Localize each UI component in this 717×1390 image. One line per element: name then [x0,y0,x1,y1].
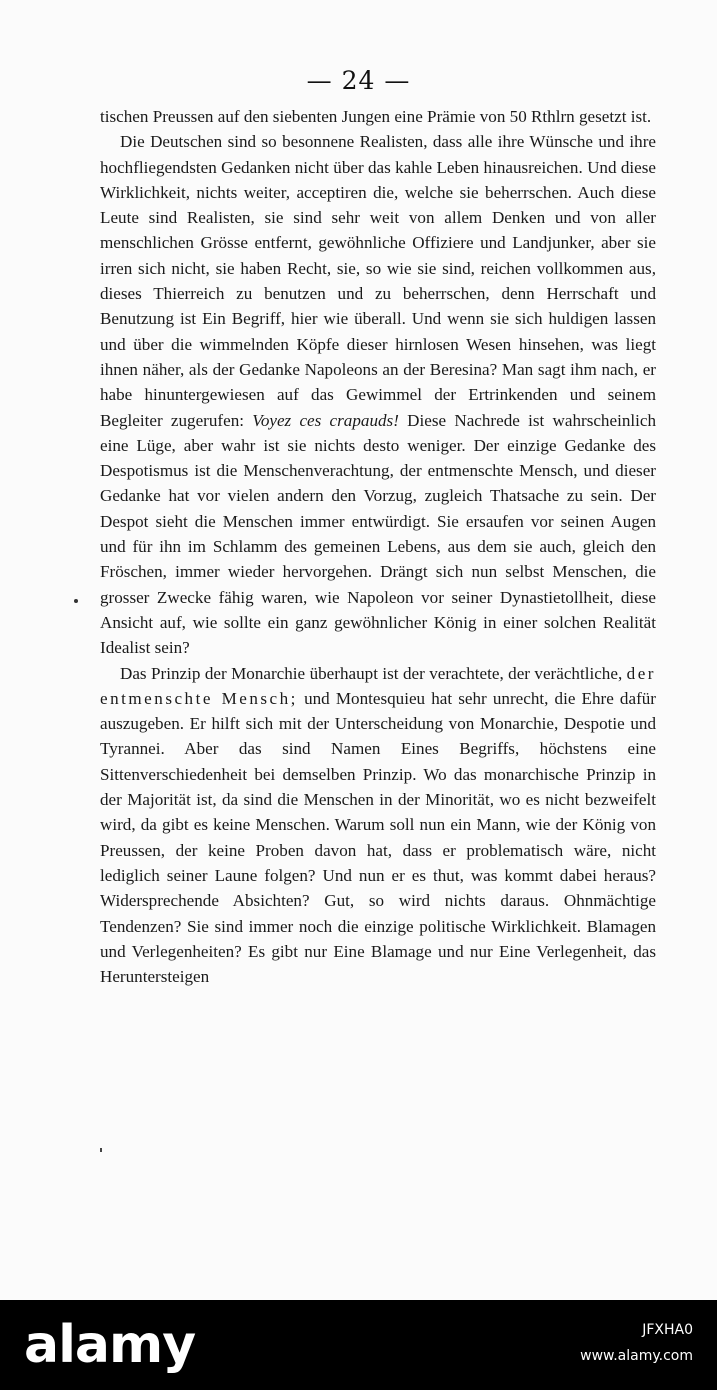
watermark-banner [0,1300,717,1390]
site-url: www.alamy.com [580,1348,693,1364]
page-number: — 24 — [306,66,411,95]
paragraph-1: tischen Preussen auf den siebenten Jungen eine Prämie von 50 Rthlrn gesetzt ist. [100,107,652,126]
paragraph-2-text: Die Deutschen sind so besonnene Realisten, dass alle ihre Wünsche und ihre hochfliegendsten Gedanken nicht über das kahle Leben hinausreichen. Und diese Wirklichkeit, nichts weiter, acceptiren die, welche sie beherrschen. Auch diese Leute sind Realisten, sie sind sehr weit von allem Denken und von aller menschlichen Grösse entfernt, gewöhnliche Offiziere und Landjunker, aber sie irren sich nicht, sie haben Recht, sie, so wie sie sind, reichen vollkommen aus, dieses Thierreich zu benutzen und zu beherrschen, denn Herrschaft und Benutzung ist Ein Begriff, hier wie überall. Und wenn sie sich huldigen lassen und über die wimmelnden Köpfe dieser hirnlosen Wesen hinsehen, was liegt ihnen näher, als der Gedanke Napoleons an der Beresina? Man sagt ihm nach, er habe hinuntergewiesen auf das Gewimmel der Ertrinkenden und seinem Begleiter zugerufen: [100,132,656,430]
paragraph-3-cont: und Montesquieu hat sehr unrecht, die Ehre dafür auszugeben. Er hilft sich mit der Unterscheidung von Monarchie, Despotie und Tyrannei. Aber das sind Namen Eines Begriffs, höchstens eine Sittenverschiedenheit bei demselben Prinzip. Wo das monarchische Prinzip in der Majorität ist, da sind die Menschen in der Minorität, wo es nicht bezweifelt wird, da gibt es keine Menschen. Warum soll nun ein Mann, wie der König von Preussen, der keine Proben davon hat, dass er problematisch wäre, nicht lediglich seiner Laune folgen? Und nun er es thut, was kommt dabei heraus? Widersprechende Absichten? Gut, so wird nichts daraus. Ohnmächtige Tendenzen? Sie sind immer noch die einzige politische Wirklichkeit. Blamagen und Verlegenheiten? Es gibt nur Eine Blamage und nur Eine Verlegenheit, das Heruntersteigen [100,688,657,987]
spaced-emphasis: der entmenschte Mensch; [100,663,656,708]
body-text [100,104,656,989]
footer-mark [100,1148,102,1152]
margin-mark [74,599,78,603]
image-id: JFXHA0 [642,1322,693,1338]
alamy-logo: alamy [24,1315,196,1375]
paragraph-2 [100,129,656,660]
italic-quote: Voyez ces crapauds! [252,410,399,430]
paragraph-2-cont: Diese Nachrede ist wahrscheinlich eine Lüge, aber wahr ist sie nichts desto weniger. Der einzige Gedanke des Despotismus ist die Menschenverachtung, der entmenschte Mensch, und dieser Gedanke hat vor vielen andern den Vorzug, zugleich Thatsache zu sein. Der Despot sieht die Menschen immer entwürdigt. Sie ersaufen vor seinen Augen und für ihn im Schlamm des gemeinen Lebens, aus dem sie auch, gleich den Fröschen, immer wieder hervorgehen. Drängt sich nun selbst Menschen, die grosser Zwecke fähig waren, wie Napoleon vor seiner Dynastietollheit, diese Ansicht auf, wie sollte ein ganz gewöhnlicher König in einer solchen Realität Idealist sein? [100,410,656,658]
paragraph-3-text: Das Prinzip der Monarchie überhaupt ist der verachtete, der verächtliche, [120,663,623,683]
paragraph-3 [100,661,656,990]
